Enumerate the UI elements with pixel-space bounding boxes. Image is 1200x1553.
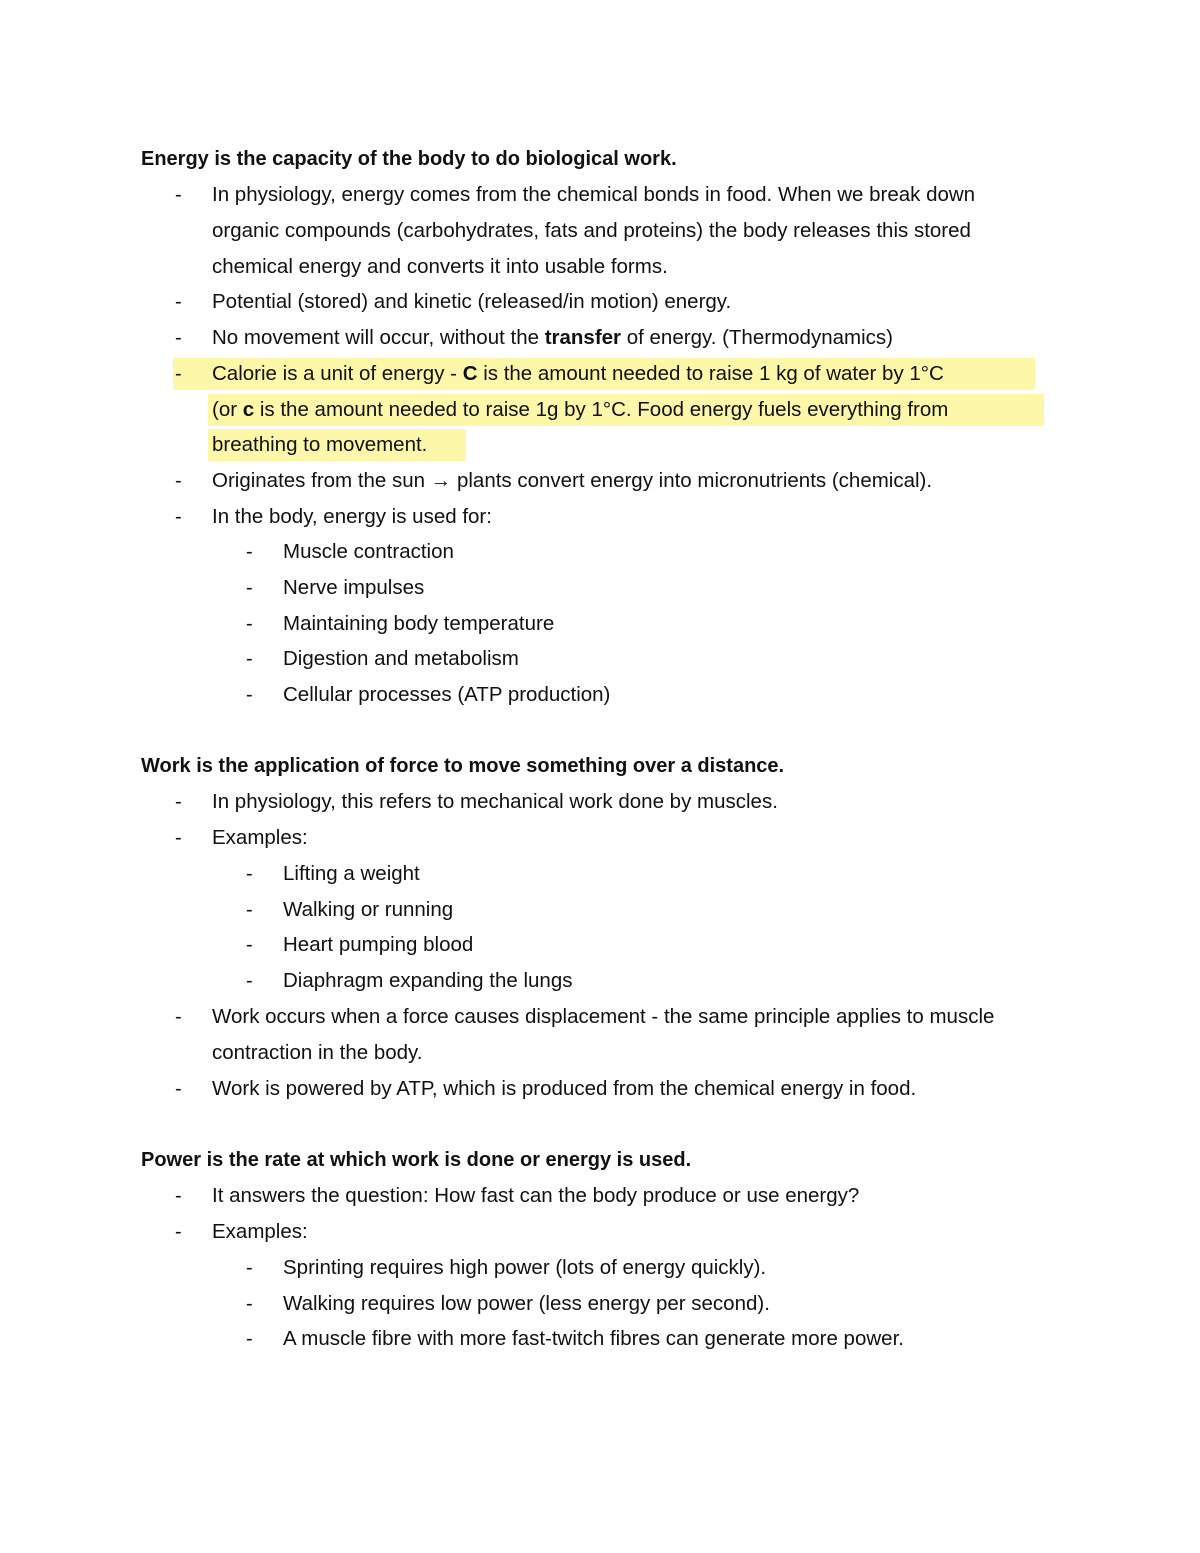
bullet-dash: -	[175, 470, 182, 492]
bullet-dash: -	[246, 1293, 253, 1315]
bullet-dash: -	[175, 291, 182, 313]
text-run: Calorie is a unit of energy -	[212, 362, 463, 385]
bullet-text: It answers the question: How fast can the body produce or use energy?	[212, 1184, 860, 1207]
bullet-text-line: Work occurs when a force causes displacement - the same principle applies to muscle	[212, 1005, 995, 1028]
sub-bullet-text: Walking or running	[283, 898, 454, 921]
bullet-dash: -	[246, 684, 253, 706]
text-run: No movement will occur, without the	[212, 326, 545, 349]
bullet-dash: -	[175, 791, 182, 813]
bullet-text: Originates from the sun → plants convert energy into micronutrients (chemical).	[212, 469, 933, 492]
bullet-text-line	[212, 356, 944, 392]
bullet-dash: -	[175, 363, 182, 385]
bold-term-c: c	[242, 398, 255, 421]
bullet-dash: -	[246, 613, 253, 635]
bullet-text-line: In physiology, energy comes from the chemical bonds in food. When we break down	[212, 183, 976, 206]
sub-bullet-text: Cellular processes (ATP production)	[283, 683, 611, 706]
bullet-dash: -	[246, 970, 253, 992]
bullet-dash: -	[175, 184, 182, 206]
bullet-dash: -	[246, 648, 253, 670]
bullet-text-line: organic compounds (carbohydrates, fats and proteins) the body releases this stored	[212, 219, 971, 242]
bullet-text-line: breathing to movement.	[212, 433, 428, 456]
bullet-text: Potential (stored) and kinetic (released/in motion) energy.	[212, 290, 732, 313]
bold-term-transfer: transfer	[544, 326, 622, 349]
bullet-text	[212, 320, 893, 356]
bullet-dash: -	[175, 506, 182, 528]
bullet-text: Examples:	[212, 1220, 308, 1243]
sub-bullet-text: Diaphragm expanding the lungs	[283, 969, 573, 992]
text-run: is the amount needed to raise 1g by 1°C. Food energy fuels everything from	[254, 398, 949, 421]
sub-bullet-text: Heart pumping blood	[283, 933, 474, 956]
bullet-dash: -	[246, 577, 253, 599]
sub-bullet-text: A muscle fibre with more fast-twitch fibres can generate more power.	[283, 1327, 904, 1350]
bullet-dash: -	[175, 1185, 182, 1207]
bullet-text: Work is powered by ATP, which is produced from the chemical energy in food.	[212, 1077, 917, 1100]
bullet-dash: -	[175, 1006, 182, 1028]
sub-bullet-text: Nerve impulses	[283, 576, 425, 599]
sub-bullet-text: Sprinting requires high power (lots of energy quickly).	[283, 1256, 767, 1279]
bullet-dash: -	[175, 827, 182, 849]
energy-heading: Energy is the capacity of the body to do biological work.	[141, 148, 677, 170]
sub-bullet-text: Walking requires low power (less energy per second).	[283, 1292, 770, 1315]
bullet-text-line	[212, 392, 948, 428]
sub-bullet-text: Maintaining body temperature	[283, 612, 555, 635]
sub-bullet-text: Muscle contraction	[283, 540, 454, 563]
text-run: is the amount needed to raise 1 kg of water by 1°C	[477, 362, 944, 385]
sub-bullet-text: Digestion and metabolism	[283, 647, 519, 670]
bullet-dash: -	[246, 1328, 253, 1350]
bullet-dash: -	[175, 327, 182, 349]
bullet-dash: -	[175, 1078, 182, 1100]
bullet-text-line: contraction in the body.	[212, 1041, 423, 1064]
text-run: of energy. (Thermodynamics)	[621, 326, 893, 349]
bullet-text: In physiology, this refers to mechanical work done by muscles.	[212, 790, 778, 813]
bullet-dash: -	[246, 863, 253, 885]
bullet-text: In the body, energy is used for:	[212, 505, 492, 528]
bullet-dash: -	[246, 1257, 253, 1279]
sub-bullet-text: Lifting a weight	[283, 862, 420, 885]
bullet-text: Examples:	[212, 826, 308, 849]
bullet-dash: -	[175, 1221, 182, 1243]
work-heading: Work is the application of force to move something over a distance.	[141, 755, 785, 777]
bullet-dash: -	[246, 899, 253, 921]
bold-term-C: C	[462, 362, 478, 385]
bullet-dash: -	[246, 934, 253, 956]
text-run: (or	[212, 398, 243, 421]
bullet-dash: -	[246, 541, 253, 563]
bullet-text-line: chemical energy and converts it into usable forms.	[212, 255, 668, 278]
power-heading: Power is the rate at which work is done or energy is used.	[141, 1149, 692, 1171]
